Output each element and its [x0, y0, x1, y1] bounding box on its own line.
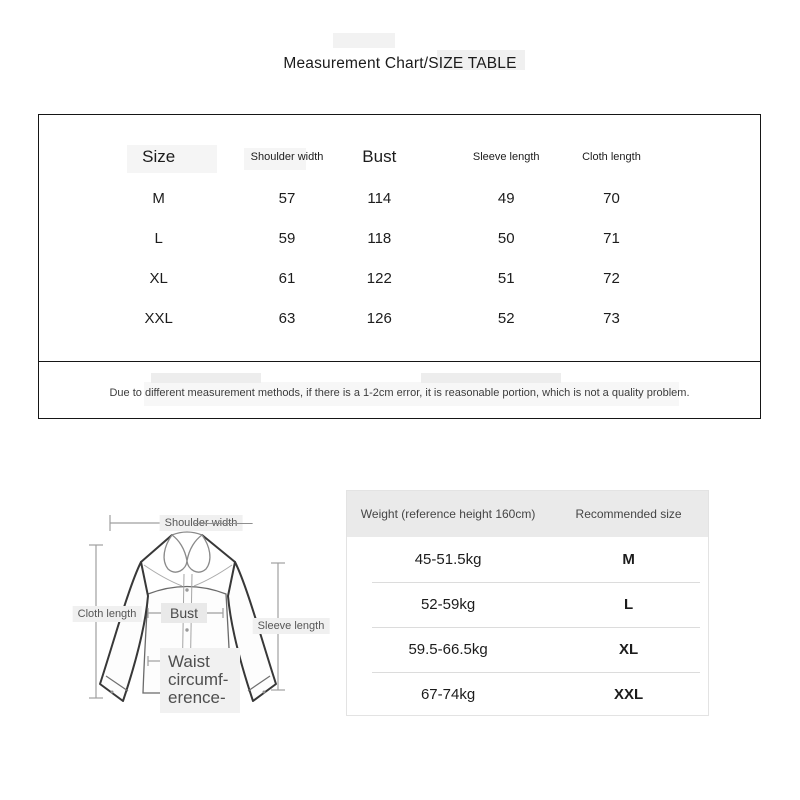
- cloth-length-label: Cloth length: [73, 606, 142, 622]
- size-value: L: [154, 230, 163, 247]
- weight-row: [347, 672, 708, 717]
- shoulder-width-text: Shoulder width: [164, 517, 238, 529]
- shirt-seams: [144, 565, 232, 586]
- shirt-collar: [164, 532, 210, 572]
- cloth-value: 71: [603, 230, 620, 247]
- measure-line-through: [194, 523, 252, 524]
- waist-line-3: erence-: [168, 688, 226, 707]
- garment-diagram: [60, 478, 350, 740]
- sleeve-value: 51: [497, 270, 515, 287]
- bust-value: 122: [366, 270, 392, 287]
- highlight-block: [421, 373, 561, 383]
- weight-size-table: [346, 490, 709, 716]
- highlight-block: [333, 33, 395, 48]
- table-row: [39, 219, 760, 259]
- waist-circumference-label: [160, 648, 240, 713]
- shoulder-width-label: [160, 515, 243, 531]
- page-title: Measurement Chart/SIZE TABLE: [283, 55, 517, 72]
- recommended-size: XL: [618, 641, 639, 658]
- bust-label: Bust: [161, 603, 207, 623]
- column-header-shoulder: Shoulder width: [250, 151, 324, 163]
- column-header-sleeve: Sleeve length: [472, 151, 540, 163]
- size-value: XXL: [144, 310, 173, 327]
- cloth-value: 70: [603, 190, 620, 207]
- shoulder-value: 61: [278, 270, 296, 287]
- weight-row: [347, 582, 708, 627]
- weight-column-header: Weight (reference height 160cm): [360, 507, 536, 521]
- shoulder-value: 59: [278, 230, 296, 247]
- column-header-bust: Bust: [362, 147, 397, 166]
- weight-range: 45-51.5kg: [414, 551, 482, 568]
- size-value: XL: [149, 270, 168, 287]
- bust-value: 118: [367, 230, 392, 247]
- weight-row: [347, 627, 708, 672]
- table-row: [39, 179, 760, 219]
- recommended-size: L: [623, 596, 634, 613]
- shoulder-value: 63: [278, 310, 296, 327]
- cloth-value: 73: [603, 310, 620, 327]
- table-row: [39, 259, 760, 299]
- bust-value: 114: [367, 190, 392, 207]
- weight-row: [347, 537, 708, 582]
- sleeve-value: 49: [497, 190, 515, 207]
- weight-range: 59.5-66.5kg: [408, 641, 488, 658]
- sleeve-value: 52: [497, 310, 515, 327]
- sleeve-value: 50: [497, 230, 515, 247]
- waist-line-2: circumf-: [168, 670, 229, 689]
- waist-line-1: Waist: [168, 652, 210, 671]
- highlight-block: [151, 373, 261, 383]
- measurement-table: [38, 114, 761, 419]
- weight-range: 67-74kg: [420, 686, 476, 703]
- recommended-size: M: [622, 551, 635, 568]
- column-header-cloth: Cloth length: [582, 151, 641, 163]
- shoulder-value: 57: [278, 190, 296, 207]
- size-value: M: [152, 190, 165, 207]
- sleeve-length-label: Sleeve length: [253, 618, 330, 634]
- recommended-size-column-header: Recommended size: [575, 507, 682, 521]
- recommended-size: XXL: [613, 686, 644, 703]
- cloth-value: 72: [603, 270, 620, 287]
- table-row: [39, 299, 760, 339]
- weight-range: 52-59kg: [420, 596, 476, 613]
- measurement-note: Due to different measurement methods, if there is a 1-2cm error, it is reasonable portion, which is not a quality problem.: [109, 387, 690, 399]
- bust-value: 126: [366, 310, 392, 327]
- column-header-size: Size: [142, 147, 176, 166]
- shirt-left-sleeve: [100, 562, 148, 701]
- weight-table-header: [347, 491, 708, 537]
- table-header-row: [39, 137, 760, 177]
- table-divider: [38, 361, 761, 362]
